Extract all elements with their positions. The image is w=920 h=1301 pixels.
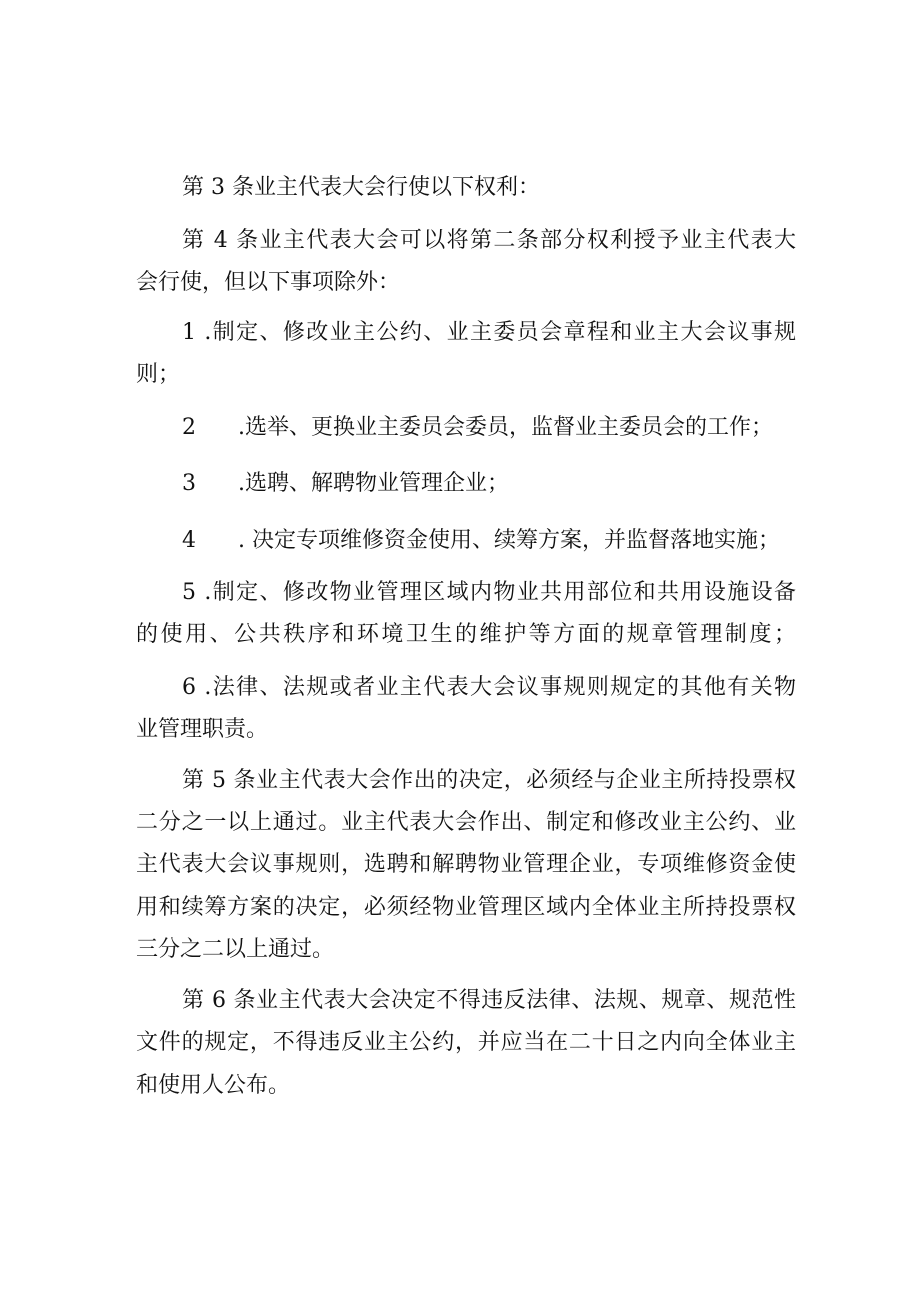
article-3-line-1: 第 3 条业主代表大会行使以下权利： <box>182 175 540 200</box>
item-6-line-1: 6 .法律、法规或者业主代表大会议事规则规定的其他有关物 <box>182 675 796 700</box>
item-4-text: . 决定专项维修资金使用、续筹方案，并监督落地实施； <box>238 528 780 553</box>
item-4 <box>182 526 796 556</box>
article-5-line-4: 用和续筹方案的决定，必须经物业管理区域内全体业主所持投票权 <box>136 895 796 920</box>
article-5-line-2: 二分之一以上通过。业主代表大会作出、制定和修改业主公约、业 <box>136 810 796 835</box>
item-2-number: 2 <box>182 415 196 440</box>
item-5-line-2: 的使用、公共秩序和环境卫生的维护等方面的规章管理制度； <box>136 622 796 647</box>
article-6-line-1: 第 6 条业主代表大会决定不得违反法律、法规、规章、规范性 <box>182 988 796 1013</box>
item-3-number: 3 <box>182 471 196 496</box>
article-5-line-5: 三分之二以上通过。 <box>136 937 335 962</box>
item-1-line-1: 1 .制定、修改业主公约、业主委员会章程和业主大会议事规 <box>182 320 796 345</box>
article-6-line-2: 文件的规定，不得违反业主公约，并应当在二十日之内向全体业主 <box>136 1030 796 1055</box>
item-2-text: .选举、更换业主委员会委员，监督业主委员会的工作； <box>238 415 773 440</box>
article-4-line-1: 第 4 条业主代表大会可以将第二条部分权利授予业主代表大 <box>182 228 796 253</box>
item-3-text: .选聘、解聘物业管理企业； <box>238 471 509 496</box>
item-4-number: 4 <box>182 528 196 553</box>
article-5-line-3: 主代表大会议事规则，选聘和解聘物业管理企业，专项维修资金使 <box>136 852 796 877</box>
item-5-line-1: 5 .制定、修改物业管理区域内物业共用部位和共用设施设备 <box>182 580 796 605</box>
item-2 <box>182 413 796 443</box>
item-6-line-2: 业管理职责。 <box>136 717 269 742</box>
article-5-line-1: 第 5 条业主代表大会作出的决定，必须经与企业主所持投票权 <box>182 768 796 793</box>
item-1-line-2: 则； <box>136 362 181 387</box>
article-6-line-3: 和使用人公布。 <box>136 1073 291 1098</box>
item-3 <box>182 469 796 499</box>
article-4-line-2: 会行使，但以下事项除外： <box>136 270 401 295</box>
